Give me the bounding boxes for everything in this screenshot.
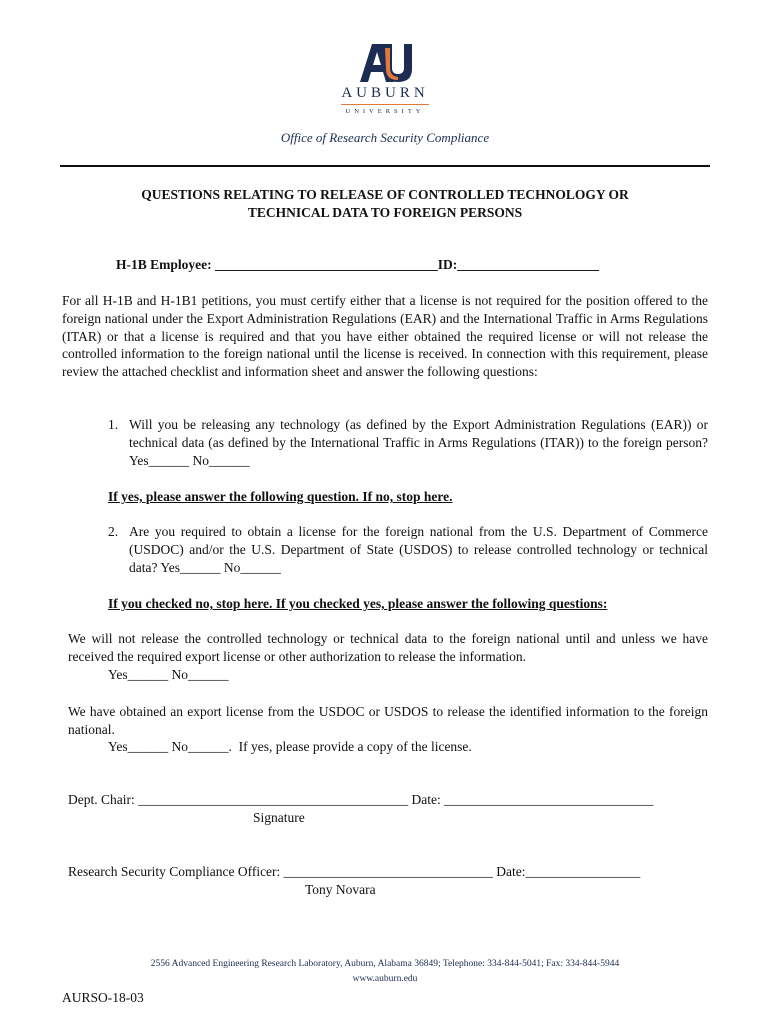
intro-paragraph: For all H-1B and H-1B1 petitions, you must certify either that a license is not required for the position offered to the foreign national under the Export Administration Regulations (EAR) and the International Traffic in Arms Regulations (ITAR) or that a license is required and that you have either obtained the required license or will not release the controlled information to the foreign national until the license is received. In connection with this requirement, please review the attached checklist and information sheet and answer the following questions:	[62, 293, 708, 380]
question-2-text[interactable]: Are you required to obtain a license for the foreign national from the U.S. Department of Commerce (USDOC) and/or the U.S. Department of State (USDOS) to release controlled technology or technical data? Yes______ No______	[129, 524, 708, 575]
question-1	[108, 416, 708, 469]
footer-website[interactable]: www.auburn.edu	[352, 974, 418, 984]
statement-2-yes-no[interactable]: Yes______ No______. If yes, please provide a copy of the license.	[108, 739, 472, 754]
question-1-text[interactable]: Will you be releasing any technology (as defined by the Export Administration Regulations (EAR)) or technical data (as defined by the International Traffic in Arms Regulations (ITAR)) to the foreign person? Yes______ No______	[129, 417, 708, 468]
statement-1-yes-no[interactable]: Yes______ No______	[108, 667, 229, 682]
instruction-2: If you checked no, stop here. If you checked yes, please answer the following questions:	[108, 596, 608, 611]
compliance-officer-name: Tony Novara	[305, 882, 376, 897]
title-line-2: TECHNICAL DATA TO FOREIGN PERSONS	[247, 205, 523, 220]
form-number: AURSO-18-03	[62, 990, 144, 1005]
instruction-1: If yes, please answer the following question. If no, stop here.	[108, 489, 453, 504]
header-divider	[60, 165, 710, 167]
footer-address: 2556 Advanced Engineering Research Laboratory, Auburn, Alabama 36849; Telephone: 334-844-5041; Fax: 334-844-5944	[150, 959, 620, 969]
compliance-officer-signature-line[interactable]: Research Security Compliance Officer: _______________________________ Date:_________________	[68, 864, 641, 879]
document-title	[60, 186, 710, 222]
employee-id-line[interactable]: H-1B Employee: _________________________________ID:_____________________	[116, 257, 599, 272]
signature-caption: Signature	[253, 810, 305, 825]
question-1-number: 1.	[108, 417, 119, 432]
title-line-1: QUESTIONS RELATING TO RELEASE OF CONTROLLED TECHNOLOGY OR	[141, 187, 629, 202]
question-2-number: 2.	[108, 524, 119, 539]
au-logo-icon	[358, 40, 412, 84]
university-subtitle: UNIVERSITY	[345, 108, 425, 115]
statement-1: We will not release the controlled technology or technical data to the foreign national until and unless we have received the required export license or other authorization to release the information.	[68, 631, 708, 664]
question-2	[108, 523, 708, 576]
university-wordmark: AUBURN	[341, 85, 429, 101]
wordmark-rule	[341, 104, 429, 105]
dept-chair-signature-line[interactable]: Dept. Chair: ________________________________________ Date: _______________________________	[68, 792, 654, 807]
office-name: Office of Research Security Compliance	[280, 130, 490, 145]
auburn-logo	[358, 40, 412, 84]
statement-2: We have obtained an export license from the USDOC or USDOS to release the identified information to the foreign national.	[68, 704, 708, 737]
